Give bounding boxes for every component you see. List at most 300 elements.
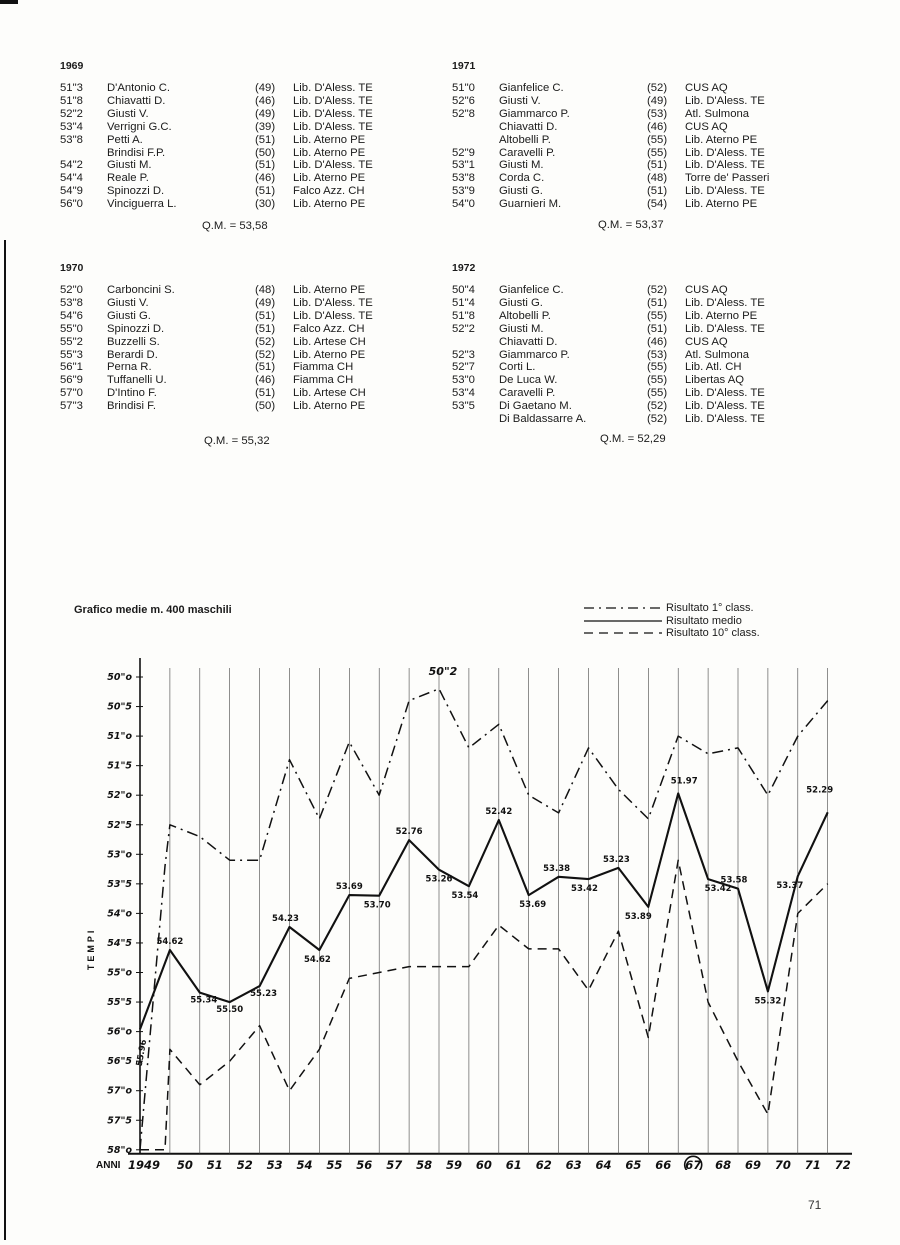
table-row xyxy=(452,400,805,413)
table-row xyxy=(60,349,413,362)
x-tick-label: 62 xyxy=(535,1157,552,1170)
club-name: Falco Azz. CH xyxy=(293,185,365,198)
data-label-mean: 53.89 xyxy=(624,911,652,922)
x-tick-label: 61 xyxy=(505,1157,522,1170)
club-name: Lib. Aterno PE xyxy=(685,309,758,322)
table-qm: Q.M. = 55,32 xyxy=(204,435,270,447)
athlete-name: D'Antonio C. xyxy=(107,82,171,94)
birth-year: (52) xyxy=(255,335,276,348)
birth-year: (51) xyxy=(255,361,276,374)
x-tick-label: 65 xyxy=(625,1157,642,1170)
y-tick-label: 51"o xyxy=(107,731,132,743)
results-table-1970 xyxy=(60,262,413,413)
birth-year: (50) xyxy=(255,146,276,159)
chart-title: Grafico medie m. 400 maschili xyxy=(74,604,232,616)
athlete-name: Gianfelice C. xyxy=(499,82,564,94)
athlete-name: Giammarco P. xyxy=(499,348,570,361)
legend-line-solid xyxy=(584,617,662,625)
athlete-name: Chiavatti D. xyxy=(499,120,558,133)
data-label-mean: 53.42 xyxy=(704,884,732,895)
birth-year: (50) xyxy=(255,400,276,413)
table-row xyxy=(60,400,413,413)
club-name: Lib. Aterno PE xyxy=(685,198,758,211)
legend-label: Risultato medio xyxy=(666,614,742,627)
birth-year: (55) xyxy=(647,374,668,387)
birth-year: (55) xyxy=(647,309,668,322)
data-label-mean: 53.38 xyxy=(543,863,571,874)
result-time: 56"0 xyxy=(60,198,83,211)
athlete-name: Giusti M. xyxy=(107,159,152,172)
table-row xyxy=(452,387,805,400)
result-time: 57"0 xyxy=(60,387,83,400)
x-tick-label: 63 xyxy=(565,1157,582,1170)
birth-year: (53) xyxy=(647,107,668,120)
birth-year: (55) xyxy=(647,133,668,146)
athlete-name: De Luca W. xyxy=(499,374,558,387)
club-name: Torre de' Passeri xyxy=(685,172,770,185)
table-row xyxy=(452,323,805,336)
athlete-name: D'Intino F. xyxy=(107,387,157,400)
data-label-mean: 53.58 xyxy=(720,875,748,886)
x-tick-label: 57 xyxy=(386,1157,403,1170)
result-time: 53"5 xyxy=(452,400,475,413)
birth-year: (52) xyxy=(647,284,668,296)
athlete-name: Giusti V. xyxy=(107,107,149,120)
series-line-solid xyxy=(140,793,828,1029)
result-time: 53"1 xyxy=(452,159,475,172)
birth-year: (46) xyxy=(647,335,668,348)
x-tick-label: 60 xyxy=(475,1157,492,1170)
result-time: 51"4 xyxy=(452,296,475,309)
line-chart xyxy=(0,650,900,1170)
birth-year: (49) xyxy=(647,94,668,107)
data-label-mean: 53.69 xyxy=(519,900,547,911)
club-name: Lib. D'Aless. TE xyxy=(293,82,373,94)
club-name: Lib. D'Aless. TE xyxy=(293,120,373,133)
table-rows xyxy=(60,82,413,211)
club-name: Lib. Aterno PE xyxy=(685,133,758,146)
data-label-peak: 50"2 xyxy=(428,664,458,678)
club-name: Lib. Artese CH xyxy=(293,387,366,400)
birth-year: (46) xyxy=(647,120,668,133)
data-label-mean: 55.34 xyxy=(190,995,218,1006)
club-name: Lib. Aterno PE xyxy=(293,198,366,211)
legend-item-first xyxy=(584,602,760,615)
club-name: Lib. Aterno PE xyxy=(293,133,366,146)
club-name: Atl. Sulmona xyxy=(685,107,750,120)
athlete-name: Corda C. xyxy=(499,172,545,185)
club-name: Lib. D'Aless. TE xyxy=(685,413,765,426)
athlete-name: Petti A. xyxy=(107,133,143,146)
birth-year: (51) xyxy=(647,185,668,198)
table-year: 1972 xyxy=(452,262,476,274)
birth-year: (53) xyxy=(647,348,668,361)
birth-year: (55) xyxy=(647,361,668,374)
athlete-name: Caravelli P. xyxy=(499,146,556,159)
athlete-name: Brindisi F.P. xyxy=(107,146,166,159)
x-tick-label: 53 xyxy=(266,1157,283,1170)
birth-year: (30) xyxy=(255,198,276,211)
scan-edge-mark xyxy=(0,0,18,4)
table-row xyxy=(60,336,413,349)
club-name: CUS AQ xyxy=(685,120,728,133)
data-label-mean: 54.62 xyxy=(156,937,184,948)
result-time: 57"3 xyxy=(60,400,83,413)
club-name: Atl. Sulmona xyxy=(685,348,750,361)
legend-label: Risultato 1° class. xyxy=(666,602,754,614)
table-row xyxy=(452,336,805,349)
result-time xyxy=(452,336,499,349)
result-time: 54"4 xyxy=(60,172,83,185)
club-name: Lib. Aterno PE xyxy=(293,400,366,413)
y-tick-label: 56"o xyxy=(107,1026,132,1038)
birth-year: (54) xyxy=(647,198,668,211)
result-time: 52"0 xyxy=(60,284,83,296)
y-tick-label: 56"5 xyxy=(107,1056,132,1068)
club-name: Lib. Artese CH xyxy=(293,335,366,348)
birth-year: (46) xyxy=(255,94,276,107)
club-name: Fiamma CH xyxy=(293,361,354,374)
table-row xyxy=(452,297,805,310)
birth-year: (51) xyxy=(255,309,276,322)
x-tick-label: 71 xyxy=(804,1157,821,1170)
athlete-name: Giusti V. xyxy=(107,296,149,309)
table-row xyxy=(452,374,805,387)
result-time: 55"0 xyxy=(60,322,83,335)
table-row xyxy=(60,108,413,121)
club-name: CUS AQ xyxy=(685,82,728,94)
club-name: Lib. D'Aless. TE xyxy=(293,94,373,107)
data-label-mean: 55.32 xyxy=(754,996,782,1007)
result-time: 56"9 xyxy=(60,374,83,387)
table-year: 1971 xyxy=(452,60,476,72)
result-time: 51"8 xyxy=(60,94,83,107)
club-name: Lib. Aterno PE xyxy=(293,348,366,361)
legend-label: Risultato 10° class. xyxy=(666,627,760,639)
athlete-name: Reale P. xyxy=(107,172,149,185)
birth-year: (49) xyxy=(255,296,276,309)
athlete-name: Giusti G. xyxy=(499,185,543,198)
birth-year: (51) xyxy=(647,296,668,309)
result-time: 54"0 xyxy=(452,198,475,211)
table-row xyxy=(60,82,413,95)
birth-year: (51) xyxy=(255,387,276,400)
x-axis-label: ANNI xyxy=(96,1159,121,1170)
data-label-mean: 54.23 xyxy=(272,913,299,924)
club-name: Lib. D'Aless. TE xyxy=(685,185,765,198)
birth-year: (48) xyxy=(255,284,276,296)
club-name: CUS AQ xyxy=(685,335,728,348)
table-row xyxy=(452,159,805,172)
table-row xyxy=(60,323,413,336)
x-tick-label: 70 xyxy=(774,1157,791,1170)
athlete-name: Spinozzi D. xyxy=(107,322,165,335)
table-row xyxy=(60,95,413,108)
x-tick-label: 58 xyxy=(416,1157,433,1170)
birth-year: (55) xyxy=(647,146,668,159)
club-name: Fiamma CH xyxy=(293,374,354,387)
result-time xyxy=(60,147,107,160)
table-row xyxy=(60,198,413,211)
table-row xyxy=(452,198,805,211)
athlete-name: Berardi D. xyxy=(107,348,158,361)
x-tick-label: 56 xyxy=(356,1157,373,1170)
table-row xyxy=(452,147,805,160)
result-time: 53"4 xyxy=(452,387,475,400)
data-label-mean: 53.69 xyxy=(335,882,363,893)
legend-item-tenth xyxy=(584,627,760,640)
result-time: 52"6 xyxy=(452,94,475,107)
table-qm: Q.M. = 53,58 xyxy=(202,220,268,232)
athlete-name: Brindisi F. xyxy=(107,400,156,413)
data-label-mean: 52.42 xyxy=(485,807,513,818)
table-row xyxy=(452,108,805,121)
y-tick-label: 57"5 xyxy=(107,1115,132,1127)
birth-year: (49) xyxy=(255,107,276,120)
data-label-mean: 53.42 xyxy=(571,884,598,895)
club-name: Lib. Aterno PE xyxy=(293,284,366,296)
data-label-mean: 55.50 xyxy=(216,1005,244,1016)
table-row xyxy=(452,82,805,95)
birth-year: (51) xyxy=(255,159,276,172)
series-line-dashdot xyxy=(140,689,828,1150)
x-tick-label: 1949 xyxy=(127,1157,161,1170)
athlete-name: Gianfelice C. xyxy=(499,284,564,296)
data-label-mean: 54.62 xyxy=(303,955,331,966)
y-tick-label: 55"o xyxy=(107,967,132,979)
table-row xyxy=(452,361,805,374)
birth-year: (52) xyxy=(255,348,276,361)
y-tick-label: 52"5 xyxy=(107,819,132,831)
table-row xyxy=(452,310,805,323)
table-row xyxy=(452,95,805,108)
x-tick-label: 59 xyxy=(445,1157,463,1170)
club-name: Libertas AQ xyxy=(685,374,745,387)
club-name: Falco Azz. CH xyxy=(293,322,365,335)
athlete-name: Corti L. xyxy=(499,361,536,374)
athlete-name: Perna R. xyxy=(107,361,152,374)
data-label-mean: 55.96 xyxy=(134,1038,150,1067)
result-time: 52"2 xyxy=(60,107,83,120)
x-tick-label: 51 xyxy=(206,1157,223,1170)
y-tick-label: 53"o xyxy=(107,849,132,861)
y-tick-label: 50"5 xyxy=(107,701,132,713)
athlete-name: Vinciguerra L. xyxy=(107,198,177,211)
x-tick-label: 72 xyxy=(834,1157,851,1170)
athlete-name: Buzzelli S. xyxy=(107,335,160,348)
table-row xyxy=(60,361,413,374)
club-name: Lib. Aterno PE xyxy=(293,172,366,185)
table-row xyxy=(60,310,413,323)
table-row xyxy=(452,413,805,426)
athlete-name: Caravelli P. xyxy=(499,387,556,400)
results-table-1971 xyxy=(452,60,805,211)
birth-year: (46) xyxy=(255,172,276,185)
table-row xyxy=(60,121,413,134)
athlete-name: Chiavatti D. xyxy=(107,94,166,107)
y-tick-label: 58"o xyxy=(107,1144,132,1156)
club-name: Lib. D'Aless. TE xyxy=(293,159,373,172)
result-time: 55"3 xyxy=(60,348,83,361)
club-name: Lib. D'Aless. TE xyxy=(685,322,765,335)
x-tick-label: 50 xyxy=(176,1157,193,1170)
result-time: 52"8 xyxy=(452,107,475,120)
table-qm: Q.M. = 52,29 xyxy=(600,433,666,445)
birth-year: (51) xyxy=(647,159,668,172)
result-time xyxy=(452,413,499,426)
y-tick-label: 52"o xyxy=(107,790,132,802)
club-name: CUS AQ xyxy=(685,284,728,296)
x-tick-label: 54 xyxy=(296,1157,313,1170)
data-label-mean: 53.23 xyxy=(602,854,630,865)
y-tick-label: 50"o xyxy=(107,672,132,683)
birth-year: (52) xyxy=(647,82,668,94)
result-time: 53"9 xyxy=(452,185,475,198)
athlete-name: Tuffanelli U. xyxy=(107,374,167,387)
club-name: Lib. Atl. CH xyxy=(685,361,742,374)
result-time: 53"0 xyxy=(452,374,475,387)
table-row xyxy=(60,374,413,387)
birth-year: (48) xyxy=(647,172,668,185)
athlete-name: Spinozzi D. xyxy=(107,185,165,198)
result-time: 51"0 xyxy=(452,82,475,94)
table-row xyxy=(60,387,413,400)
x-tick-label: 68 xyxy=(715,1157,732,1170)
athlete-name: Carboncini S. xyxy=(107,284,175,296)
result-time: 56"1 xyxy=(60,361,83,374)
table-row xyxy=(60,159,413,172)
athlete-name: Altobelli P. xyxy=(499,309,551,322)
birth-year: (52) xyxy=(647,400,668,413)
table-qm: Q.M. = 53,37 xyxy=(598,219,664,231)
table-rows xyxy=(60,284,413,413)
table-row xyxy=(60,284,413,297)
table-year: 1969 xyxy=(60,60,84,72)
table-row xyxy=(452,284,805,297)
birth-year: (52) xyxy=(647,413,668,426)
results-table-1969 xyxy=(60,60,413,211)
club-name: Lib. D'Aless. TE xyxy=(685,400,765,413)
x-tick-label: 67 xyxy=(685,1157,702,1170)
result-time: 52"2 xyxy=(452,322,475,335)
club-name: Lib. D'Aless. TE xyxy=(293,309,373,322)
y-tick-label: 53"5 xyxy=(107,878,132,890)
birth-year: (51) xyxy=(255,322,276,335)
table-row xyxy=(60,185,413,198)
athlete-name: Giusti M. xyxy=(499,322,544,335)
result-time: 55"2 xyxy=(60,335,83,348)
data-label-mean: 53.54 xyxy=(451,891,479,902)
club-name: Lib. D'Aless. TE xyxy=(685,387,765,400)
birth-year: (51) xyxy=(255,133,276,146)
result-time: 54"6 xyxy=(60,309,83,322)
results-table-1972 xyxy=(452,262,805,426)
athlete-name: Giusti G. xyxy=(499,296,543,309)
club-name: Lib. D'Aless. TE xyxy=(293,296,373,309)
club-name: Lib. D'Aless. TE xyxy=(685,146,765,159)
y-tick-label: 55"5 xyxy=(107,997,132,1009)
y-tick-label: 54"5 xyxy=(107,937,132,949)
x-tick-label: 52 xyxy=(236,1157,253,1170)
result-time: 53"8 xyxy=(60,296,83,309)
page-number: 71 xyxy=(808,1198,822,1212)
club-name: Lib. Aterno PE xyxy=(293,146,366,159)
result-time: 53"4 xyxy=(60,120,83,133)
table-row xyxy=(452,121,805,134)
result-time xyxy=(452,134,499,147)
athlete-name: Chiavatti D. xyxy=(499,335,558,348)
result-time: 51"8 xyxy=(452,309,475,322)
athlete-name: Altobelli P. xyxy=(499,133,551,146)
legend-item-mean xyxy=(584,615,760,628)
result-time: 53"8 xyxy=(60,133,83,146)
table-row xyxy=(452,185,805,198)
table-rows xyxy=(452,82,805,211)
x-tick-label: 64 xyxy=(595,1157,612,1170)
athlete-name: Guarnieri M. xyxy=(499,198,562,211)
result-time: 54"9 xyxy=(60,185,83,198)
result-time: 54"2 xyxy=(60,159,83,172)
data-label-mean: 52.76 xyxy=(395,827,423,838)
table-row xyxy=(452,172,805,185)
x-tick-label: 55 xyxy=(326,1157,343,1170)
club-name: Lib. D'Aless. TE xyxy=(685,296,765,309)
birth-year: (39) xyxy=(255,120,276,133)
athlete-name: Verrigni G.C. xyxy=(107,120,172,133)
result-time: 52"7 xyxy=(452,361,475,374)
y-tick-label: 54"o xyxy=(107,908,132,920)
club-name: Lib. D'Aless. TE xyxy=(293,107,373,120)
table-year: 1970 xyxy=(60,262,84,274)
birth-year: (46) xyxy=(255,374,276,387)
athlete-name: Giusti V. xyxy=(499,94,541,107)
table-row xyxy=(60,172,413,185)
birth-year: (55) xyxy=(647,387,668,400)
result-time: 52"9 xyxy=(452,146,475,159)
y-axis-label: TEMPI xyxy=(86,927,96,971)
club-name: Lib. D'Aless. TE xyxy=(685,159,765,172)
table-row xyxy=(60,297,413,310)
result-time: 50"4 xyxy=(452,284,475,296)
x-tick-label: 66 xyxy=(655,1157,672,1170)
data-label-mean: 52.29 xyxy=(806,785,834,796)
data-label-mean: 51.97 xyxy=(670,776,698,787)
table-row xyxy=(60,147,413,160)
club-name: Lib. D'Aless. TE xyxy=(685,94,765,107)
athlete-name: Giammarco P. xyxy=(499,107,570,120)
birth-year: (49) xyxy=(255,82,276,94)
result-time xyxy=(452,121,499,134)
data-label-mean: 53.37 xyxy=(776,881,804,892)
data-label-mean: 53.70 xyxy=(363,900,391,911)
athlete-name: Giusti M. xyxy=(499,159,544,172)
legend-line-dashdot xyxy=(584,604,662,612)
result-time: 52"3 xyxy=(452,348,475,361)
chart-legend xyxy=(584,602,760,640)
data-label-mean: 53.26 xyxy=(425,874,453,885)
birth-year: (51) xyxy=(255,185,276,198)
athlete-name: Giusti G. xyxy=(107,309,151,322)
birth-year: (51) xyxy=(647,322,668,335)
result-time: 51"3 xyxy=(60,82,83,94)
data-label-mean: 55.23 xyxy=(250,989,278,1000)
legend-line-dashed xyxy=(584,629,662,637)
athlete-name: Di Gaetano M. xyxy=(499,400,572,413)
table-row xyxy=(452,134,805,147)
table-rows xyxy=(452,284,805,426)
result-time: 53"8 xyxy=(452,172,475,185)
y-tick-label: 51"5 xyxy=(107,760,132,772)
